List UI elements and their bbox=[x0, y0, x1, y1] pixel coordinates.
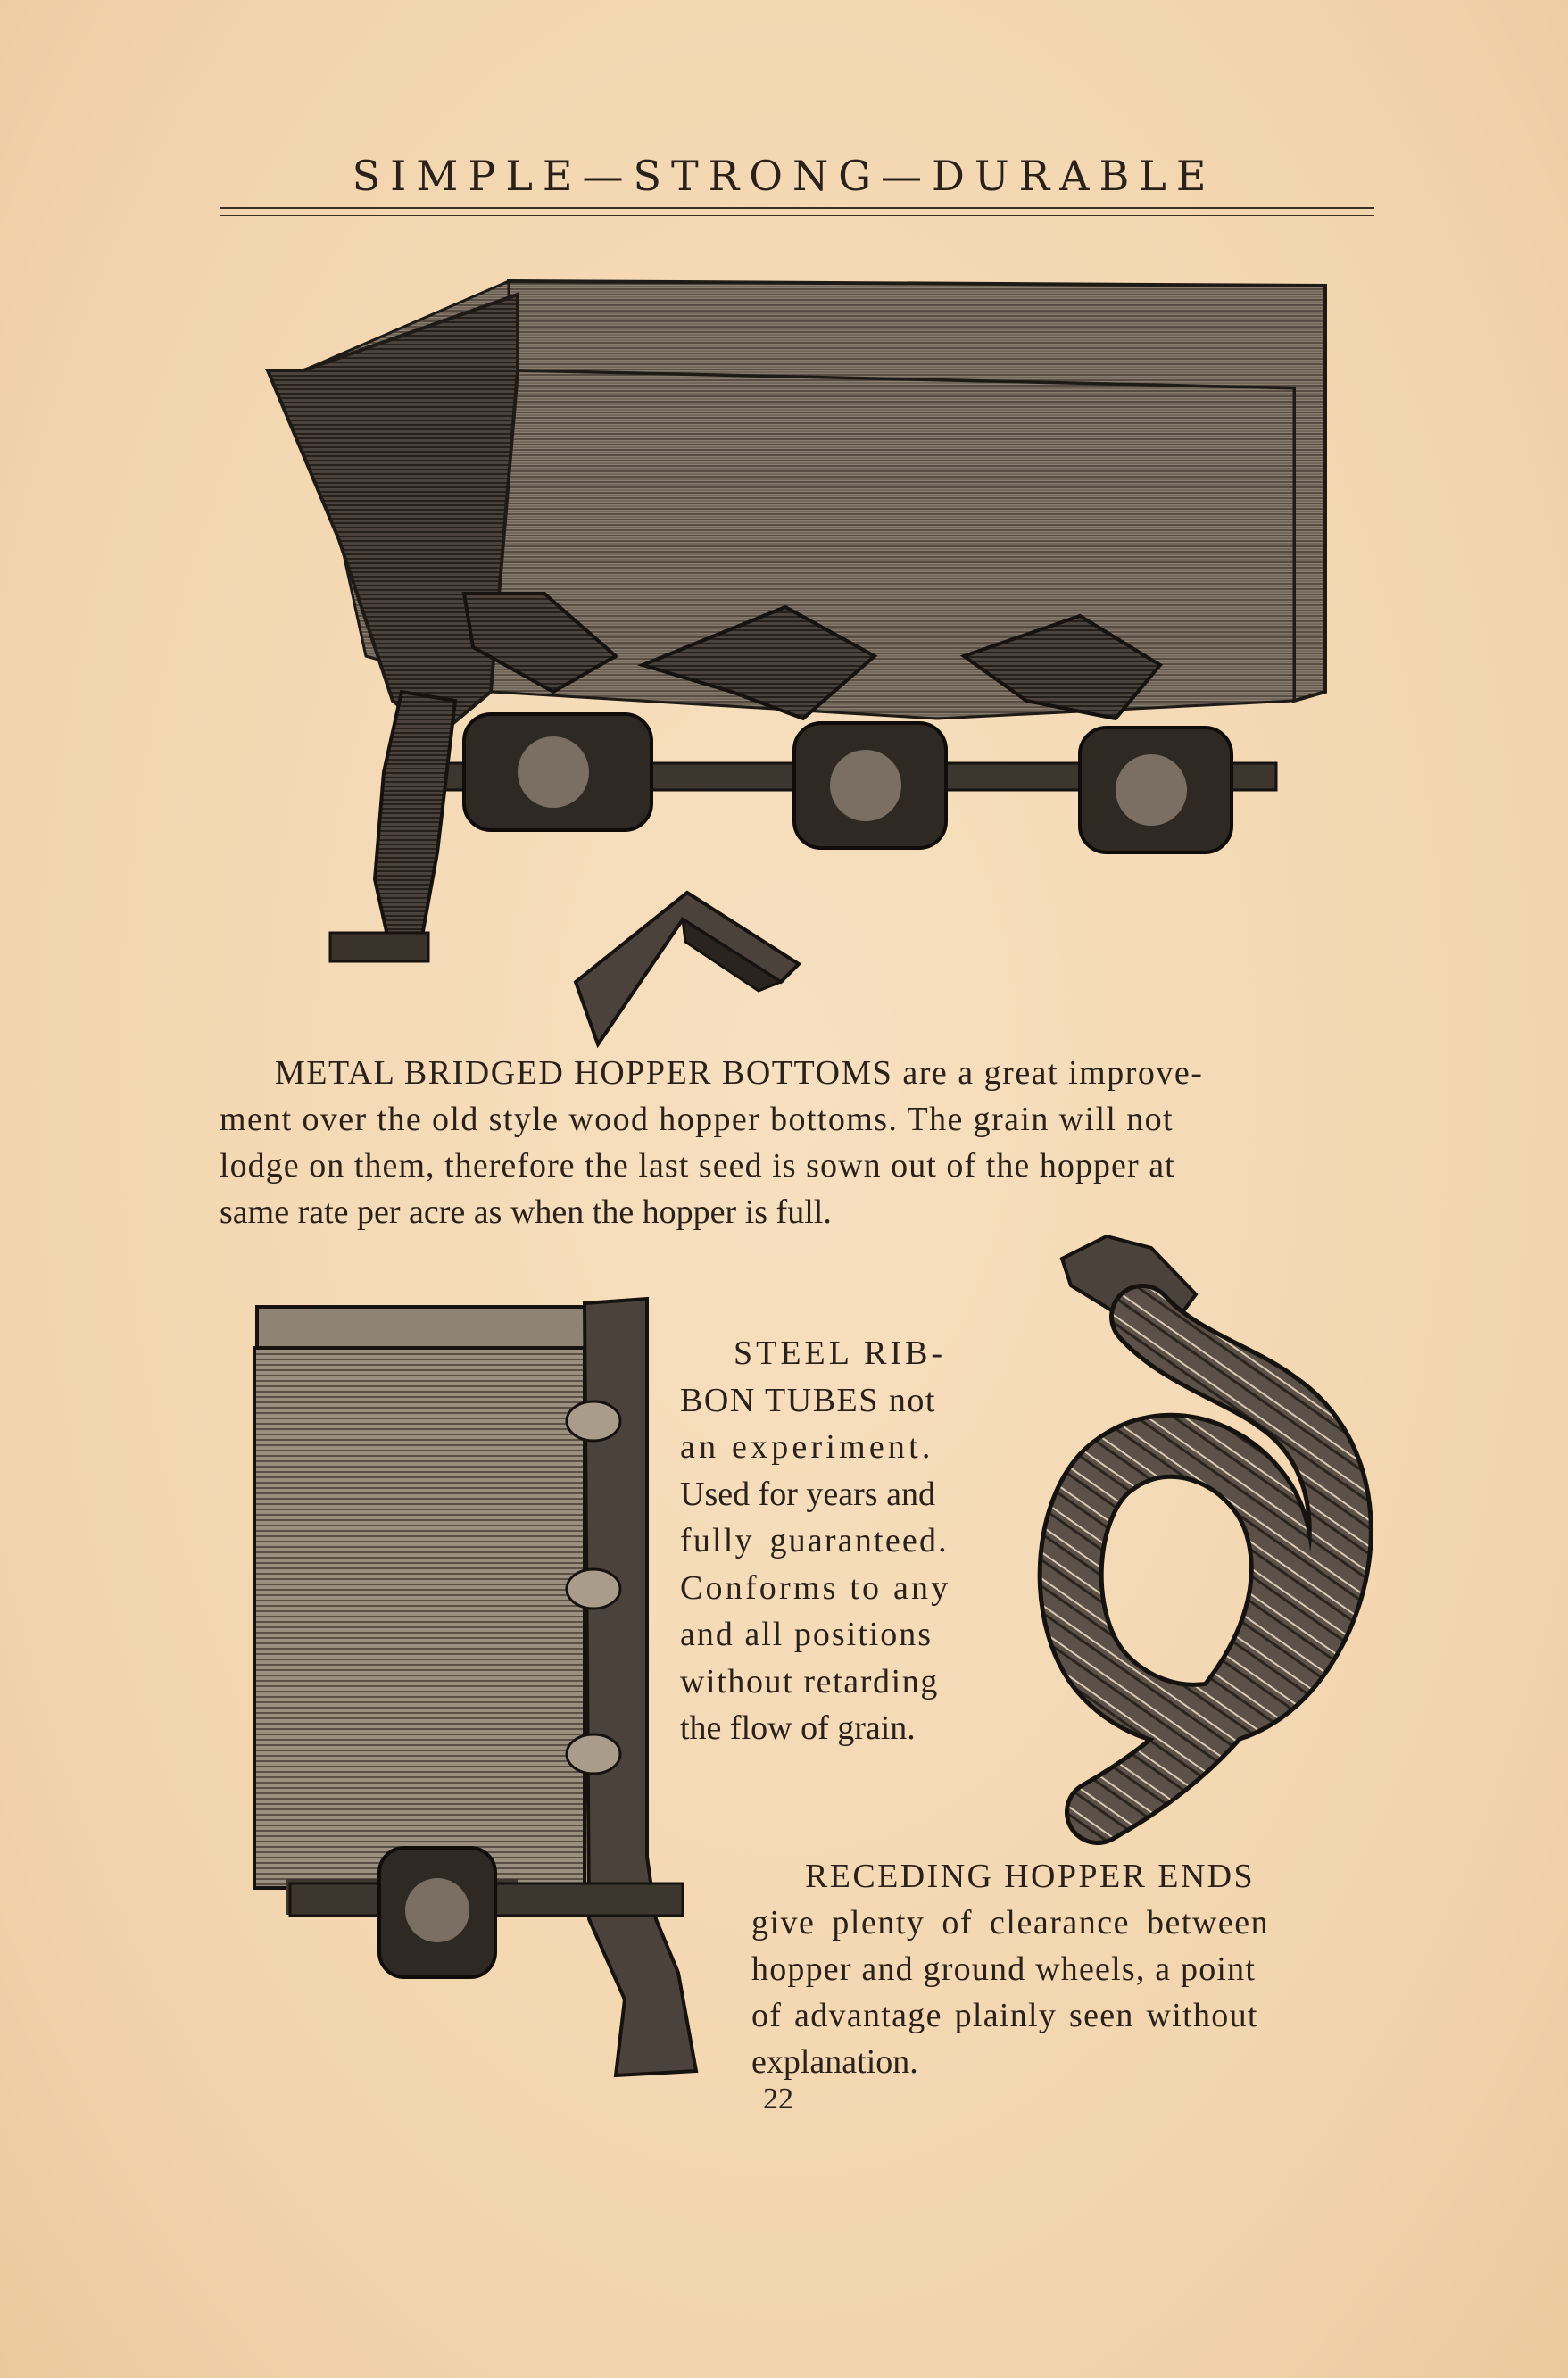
bridge-piece-illustration bbox=[571, 884, 803, 1053]
ribbon-tubes-heading: STEEL RIB- bbox=[734, 1335, 947, 1372]
ribbon-tubes-paragraph: STEEL RIB- BON TUBES not an experiment. Used for years and fully guaranteed. Conforms to any and all positions without retarding the flow of grain. bbox=[680, 1330, 950, 1752]
hopper-end-illustration bbox=[250, 1294, 714, 2089]
hopper-bottoms-heading: METAL BRIDGED HOPPER BOTTOMS bbox=[275, 1054, 893, 1092]
page-number: 22 bbox=[763, 2083, 793, 2116]
receding-ends-paragraph: RECEDING HOPPER ENDS give plenty of clearance between hopper and ground wheels, a point of advantage plainly seen without explanation. bbox=[751, 1853, 1376, 2085]
ribbon-tube-illustration bbox=[1035, 1232, 1392, 1857]
header-rule-top bbox=[220, 207, 1374, 209]
page-title: SIMPLE—STRONG—DURABLE bbox=[352, 152, 1216, 200]
receding-ends-heading: RECEDING HOPPER ENDS bbox=[805, 1858, 1256, 1895]
header-rule-bottom bbox=[220, 215, 1374, 216]
hopper-bottoms-paragraph: METAL BRIDGED HOPPER BOTTOMS are a great improve- ment over the old style wood hopper bottoms. The grain will not lodge on them, therefore the last seed is sown out of the hopper at same rate per acre as when the hopper is full. bbox=[220, 1054, 1204, 1231]
